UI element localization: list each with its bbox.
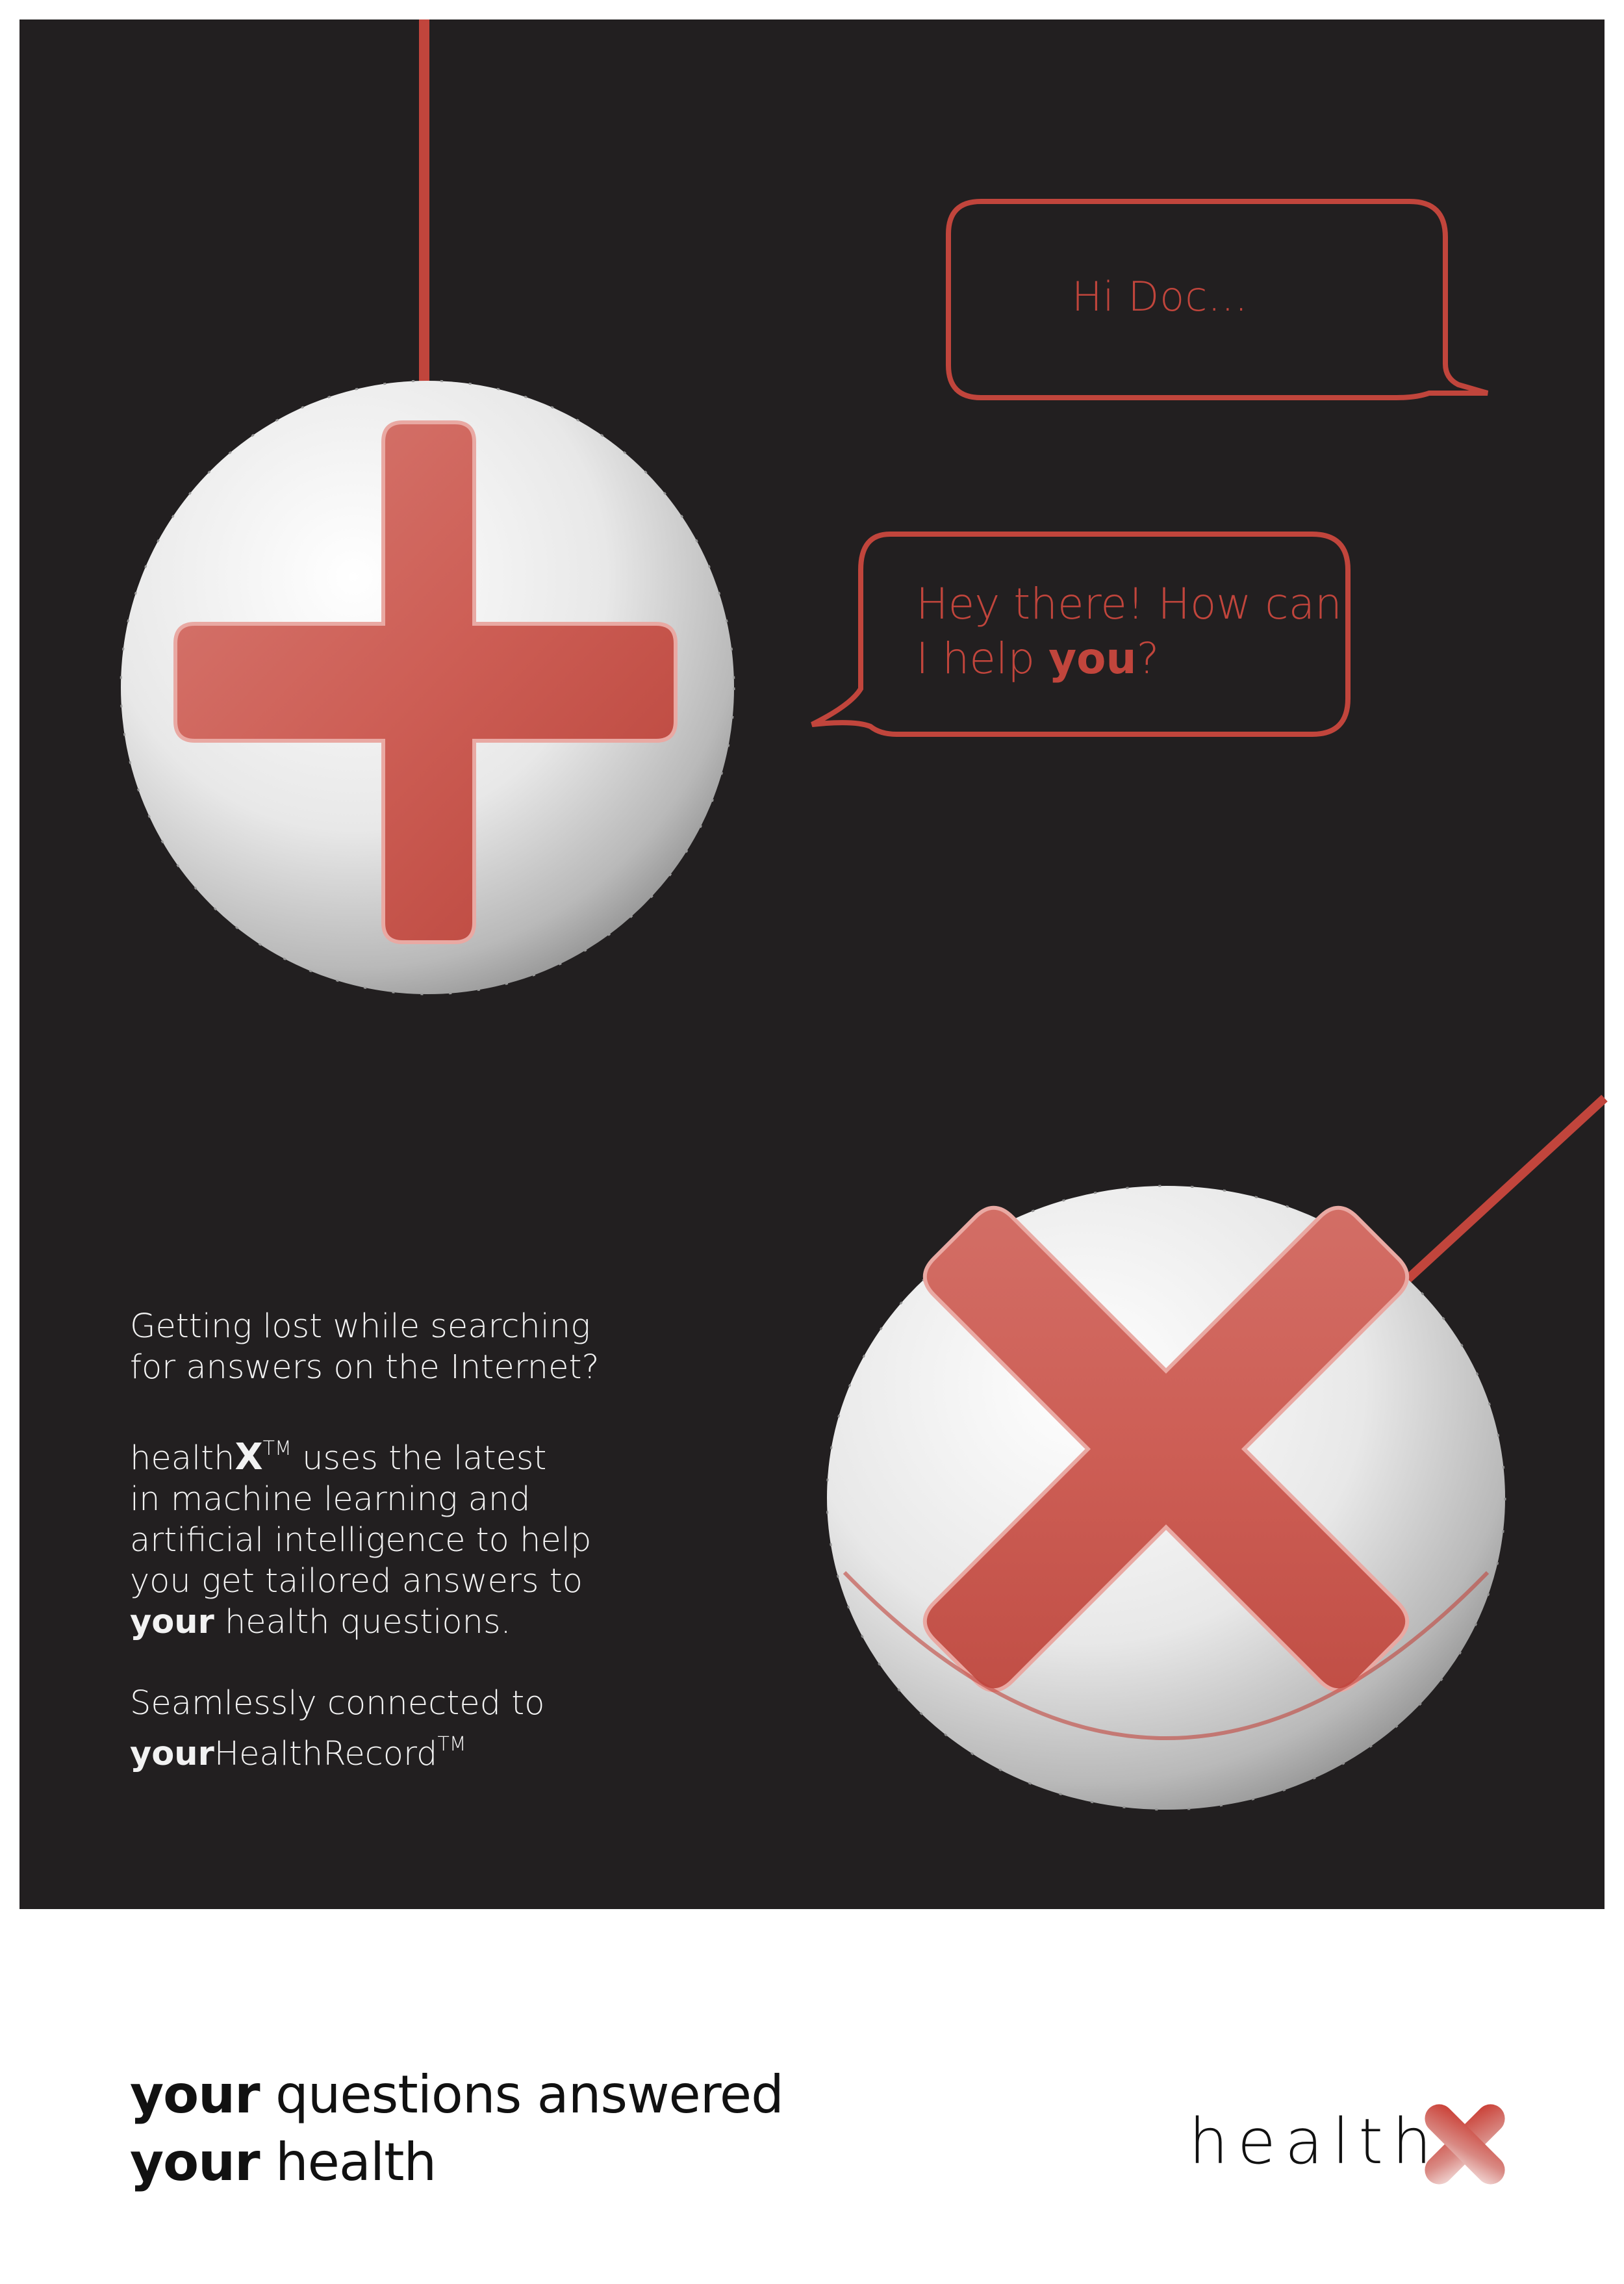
tagline-rest1: questions answered bbox=[259, 2064, 783, 2125]
body-paragraph-2 bbox=[130, 1428, 624, 1643]
body-p2-bold: your bbox=[130, 1603, 214, 1641]
body-p2-line4: you get tailored answers to bbox=[130, 1562, 583, 1600]
plus-device-cable bbox=[419, 19, 429, 390]
assistant-line2-prefix: I help bbox=[916, 634, 1049, 684]
body-p3-line1: Seamlessly connected to bbox=[130, 1684, 545, 1723]
assistant-line2-suffix: ? bbox=[1136, 634, 1160, 684]
body-p2-line2: in machine learning and bbox=[130, 1480, 531, 1519]
body-paragraph-3 bbox=[130, 1683, 624, 1775]
tagline-bold2: your bbox=[130, 2132, 260, 2192]
assistant-message-line2 bbox=[916, 632, 1342, 686]
assistant-line2-bold: you bbox=[1048, 634, 1137, 684]
body-p2-line5-rest: health questions. bbox=[214, 1603, 511, 1641]
body-copy bbox=[130, 1306, 624, 1815]
plus-device-icon bbox=[121, 381, 734, 994]
logo-wordmark: health bbox=[1189, 2105, 1441, 2178]
body-paragraph-1 bbox=[130, 1306, 624, 1388]
tagline-line2 bbox=[130, 2129, 783, 2196]
tagline bbox=[130, 2061, 783, 2196]
body-p2-line1-rest: uses the latest bbox=[291, 1439, 547, 1478]
assistant-message-line1: Hey there! How can bbox=[916, 579, 1342, 629]
body-p3-bold: your bbox=[130, 1735, 214, 1773]
body-p1-line2: for answers on the Internet? bbox=[130, 1348, 600, 1387]
trademark: TM bbox=[262, 1437, 292, 1460]
tagline-line1 bbox=[130, 2061, 783, 2129]
tagline-bold1: your bbox=[130, 2064, 260, 2125]
x-device-icon bbox=[743, 1026, 1588, 1871]
brand-x: X bbox=[235, 1436, 263, 1478]
body-p2-line3: artificial intelligence to help bbox=[130, 1521, 592, 1559]
body-p3-rest: HealthRecord bbox=[214, 1735, 438, 1773]
tagline-rest2: health bbox=[259, 2132, 437, 2192]
user-message: Hi Doc... bbox=[1072, 273, 1249, 320]
x-device-cable bbox=[1403, 1098, 1605, 1283]
assistant-message bbox=[916, 577, 1342, 686]
body-p1-line1: Getting lost while searching bbox=[130, 1307, 590, 1346]
brand-name: health bbox=[130, 1439, 235, 1478]
x-mark-logo-icon bbox=[1416, 2096, 1514, 2193]
trademark: TM bbox=[437, 1733, 466, 1756]
